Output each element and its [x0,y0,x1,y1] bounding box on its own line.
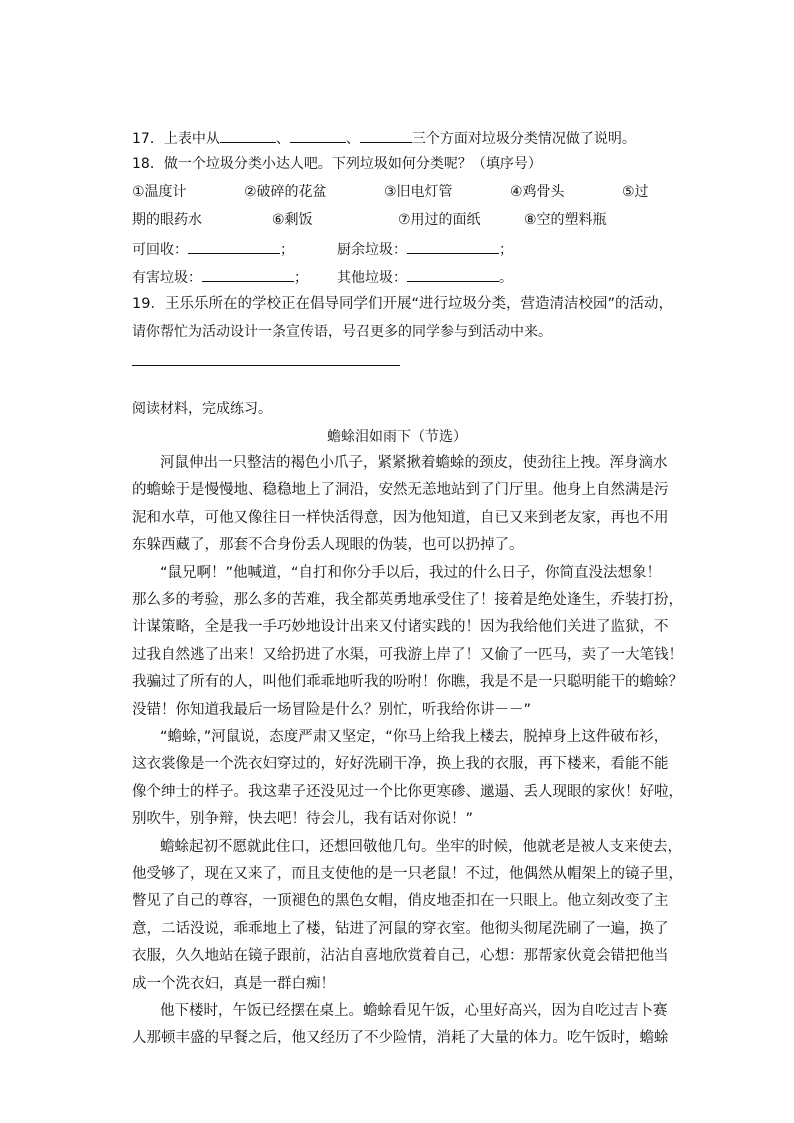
q17-blank-3[interactable] [360,128,412,143]
kitchen-sep: ； [499,242,513,258]
harmful-field [132,267,308,287]
kitchen-field [337,239,513,259]
reading-instruction: 阅读材料，完成练习。 [132,401,272,417]
q18-item-5: ⑤过 [622,184,649,200]
passage-line: 衣服，久久地站在镜子跟前，沾沾自喜地欣赏着自己，心想：那帮家伙竟会错把他当 [132,948,669,965]
question-17 [132,128,636,148]
question-18-stem: 18．做一个垃圾分类小达人吧。下列垃圾如何分类呢？（填序号） [132,156,542,172]
passage-line: 泥和水草，可他又像往日一样快活得意，因为他知道，自已又来到老友家，再也不用 [132,509,669,526]
passage-line: 像个绅士的样子。我这辈子还没见过一个比你更寒碜、邋遢、丢人现眼的家伙！好啦， [132,783,683,800]
passage-line: 他下楼时，午饭已经摆在桌上。蟾蜍看见午饭，心里好高兴，因为自吃过吉卜赛 [160,1003,668,1019]
q17-blank-1[interactable] [220,128,276,143]
recyclable-blank[interactable] [188,239,280,254]
passage-line: 这衣裳像是一个洗衣妇穿过的，好好洗刷干净，换上我的衣服，再下楼来，看能不能 [132,756,669,773]
q18-item-2: ②破碎的花盆 [244,184,327,200]
kitchen-blank[interactable] [407,239,499,254]
kitchen-label: 厨余垃圾： [337,242,407,258]
q19-answer-line[interactable] [132,365,400,366]
passage-line: 没错！你知道我最后一场冒险是什么？别忙，听我给你讲－－” [132,701,532,718]
q18-item-7: ⑦用过的面纸 [398,212,481,228]
q18-item-5-cont: 期的眼药水 [132,212,202,228]
question-19-line-2: 请你帮忙为活动设计一条宣传语，号召更多的同学参与到活动中来。 [132,324,552,340]
other-end: 。 [499,270,513,286]
harmful-blank[interactable] [202,267,294,282]
passage-line: 他受够了，现在又来了，而且支使他的是一只老鼠！不过，他偶然从帽架上的镜子里， [132,866,683,882]
q18-items-row-1 [132,183,654,201]
passage-line: 意，二话没说，乖乖地上了楼，钻进了河鼠的穿衣室。他彻头彻尾洗刷了一遍，换了 [132,920,669,937]
q18-item-3: ③旧电灯管 [384,184,453,200]
passage-line: 东躲西藏了，那套不合身份丢人现眼的伪装，也可以扔掉了。 [132,537,524,554]
q18-answer-row-2 [132,267,654,285]
passage-line: 河鼠伸出一只整洁的褐色小爪子，紧紧揪着蟾蜍的颈皮，使劲往上拽。浑身滴水 [160,455,668,471]
passage-line: 蟾蜍起初不愿就此住口，还想回敬他几句。坐牢的时候，他就老是被人支来使去， [160,838,682,855]
passage-line: 成一个洗衣妇，真是一群白痴！ [132,975,335,992]
passage-line: 的蟾蜍于是慢慢地、稳稳地上了洞沿，安然无恙地站到了门厅里。他身上自然满是污 [132,482,669,499]
q18-answer-row-1 [132,239,654,257]
other-field [337,267,513,287]
harmful-sep: ； [294,270,308,286]
passage-line: 我骗过了所有的人，叫他们乖乖地听我的吩咐！你瞧，我是不是一只聪明能干的蟾蜍？ [132,674,683,691]
passage-title: 蟾蜍泪如雨下（节选） [327,429,467,445]
q17-sep-2: 、 [345,131,360,147]
recyclable-sep: ； [280,242,294,258]
q18-items-row-2 [132,211,654,229]
passage-line: 瞥见了自己的尊容，一顶褪色的黑色女帽，俏皮地歪扣在一只眼上。他立刻改变了主 [132,893,669,910]
other-label: 其他垃圾： [337,270,407,286]
q17-blank-2[interactable] [290,128,346,143]
passage-line: 计谋策略，全是我一手巧妙地设计出来又付诸实践的！因为我给他们关进了监狱，不 [132,619,669,636]
q17-prefix: 17．上表中从 [132,131,220,147]
passage-line: “鼠兄啊！”他喊道，“自打和你分手以后，我过的什么日子，你简直没法想象！ [160,564,662,581]
harmful-label: 有害垃圾： [132,270,202,286]
passage-line: “蟾蜍，”河鼠说，态度严肃又坚定，“你马上给我上楼去，脱掉身上这件破布衫， [160,729,669,745]
q17-suffix: 三个方面对垃圾分类情况做了说明。 [411,131,636,147]
q18-item-1: ①温度计 [132,184,187,200]
q17-sep-1: 、 [275,131,290,147]
passage-line: 别吹牛，别争辩，快去吧！待会儿，我有话对你说！” [132,811,474,828]
q18-item-8: ⑧空的塑料瓶 [524,212,607,228]
passage-line: 过我自然逃了出来！又给扔进了水渠，可我游上岸了！又偷了一匹马，卖了一大笔钱！ [132,646,683,663]
other-blank[interactable] [407,267,499,282]
question-19-line-1: 19．王乐乐所在的学校正在倡导同学们开展“进行垃圾分类，营造清洁校园”的活动， [132,296,673,312]
passage-line: 那么多的考验，那么多的苦难，我全都英勇地承受住了！接着是绝处逢生，乔装打扮， [132,592,683,608]
passage-line: 人那顿丰盛的早餐之后，他又经历了不少险情，消耗了大量的体力。吃午饭时，蟾蜍 [132,1030,669,1047]
q18-item-4: ④鸡骨头 [510,184,565,200]
q18-item-6: ⑥剩饭 [272,212,313,228]
recyclable-label: 可回收： [132,242,188,258]
recyclable-field [132,239,294,259]
